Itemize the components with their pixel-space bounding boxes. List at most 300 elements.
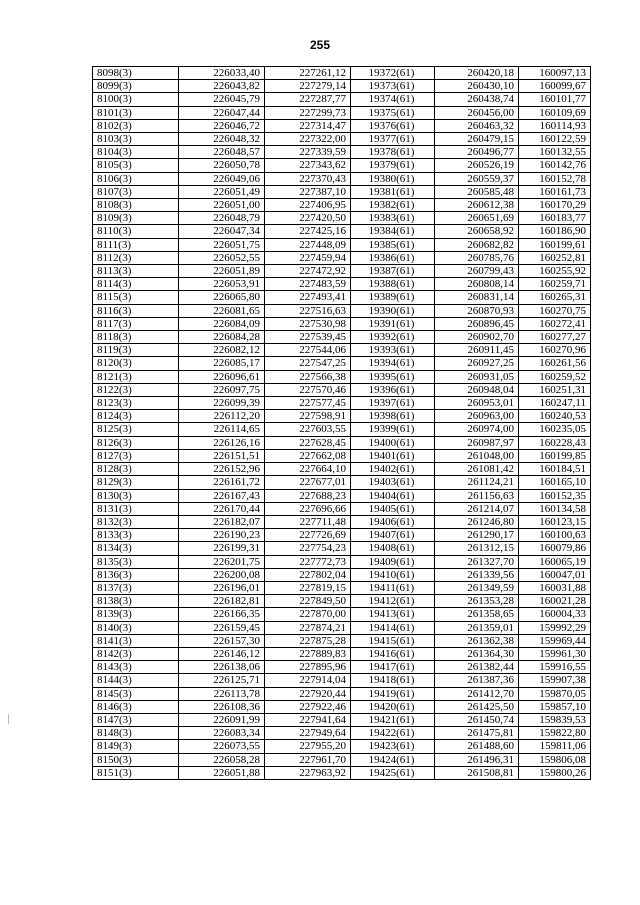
table-cell: 227870,00 (265, 608, 351, 621)
table-cell: 8136(3) (93, 568, 179, 581)
table-cell: 8149(3) (93, 740, 179, 753)
table-cell: 8129(3) (93, 476, 179, 489)
table-cell: 160109,69 (519, 106, 591, 119)
table-cell: 260420,18 (435, 67, 519, 80)
table-cell: 227598,91 (265, 410, 351, 423)
table-cell: 261246,80 (435, 515, 519, 528)
table-cell: 226084,09 (179, 317, 265, 330)
table-row (93, 476, 591, 489)
table-cell: 227711,48 (265, 515, 351, 528)
table-row (93, 581, 591, 594)
table-cell: 260479,15 (435, 133, 519, 146)
table-cell: 227459,94 (265, 251, 351, 264)
table-cell: 19424(61) (351, 753, 435, 766)
table-cell: 261425,50 (435, 700, 519, 713)
table-cell: 226083,34 (179, 727, 265, 740)
table-cell: 8110(3) (93, 225, 179, 238)
table-cell: 8150(3) (93, 753, 179, 766)
table-cell: 19419(61) (351, 687, 435, 700)
table-cell: 227889,83 (265, 647, 351, 660)
table-row (93, 647, 591, 660)
table-row (93, 700, 591, 713)
table-cell: 227483,59 (265, 278, 351, 291)
table-cell: 160161,73 (519, 185, 591, 198)
table-cell: 19407(61) (351, 529, 435, 542)
table-cell: 261349,59 (435, 581, 519, 594)
table-cell: 160142,76 (519, 159, 591, 172)
table-cell: 226159,45 (179, 621, 265, 634)
table-cell: 226051,49 (179, 185, 265, 198)
table-row (93, 106, 591, 119)
table-row (93, 410, 591, 423)
table-cell: 260612,38 (435, 199, 519, 212)
table-cell: 8119(3) (93, 344, 179, 357)
table-cell: 160272,41 (519, 317, 591, 330)
table-cell: 19416(61) (351, 647, 435, 660)
table-cell: 227819,15 (265, 581, 351, 594)
table-cell: 159969,44 (519, 634, 591, 647)
table-cell: 160228,43 (519, 436, 591, 449)
table-row (93, 727, 591, 740)
table-cell: 8141(3) (93, 634, 179, 647)
table-row (93, 159, 591, 172)
table-cell: 227849,50 (265, 595, 351, 608)
table-cell: 8117(3) (93, 317, 179, 330)
table-cell: 261362,38 (435, 634, 519, 647)
table-cell: 160251,31 (519, 383, 591, 396)
table-cell: 160259,52 (519, 370, 591, 383)
table-cell: 159961,30 (519, 647, 591, 660)
table-cell: 8131(3) (93, 502, 179, 515)
table-row (93, 93, 591, 106)
table-cell: 8125(3) (93, 423, 179, 436)
table-cell: 8109(3) (93, 212, 179, 225)
table-cell: 261048,00 (435, 449, 519, 462)
table-cell: 160199,61 (519, 238, 591, 251)
table-cell: 226170,44 (179, 502, 265, 515)
table-cell: 8099(3) (93, 80, 179, 93)
table-cell: 8133(3) (93, 529, 179, 542)
table-cell: 226182,07 (179, 515, 265, 528)
table-cell: 160170,29 (519, 199, 591, 212)
table-cell: 8146(3) (93, 700, 179, 713)
table-cell: 8118(3) (93, 331, 179, 344)
table-row (93, 291, 591, 304)
table-cell: 8132(3) (93, 515, 179, 528)
table-cell: 227772,73 (265, 555, 351, 568)
table-cell: 19421(61) (351, 713, 435, 726)
table-cell: 226048,57 (179, 146, 265, 159)
table-row (93, 713, 591, 726)
table-row (93, 515, 591, 528)
table-cell: 160122,59 (519, 133, 591, 146)
table-cell: 160101,77 (519, 93, 591, 106)
table-cell: 8103(3) (93, 133, 179, 146)
table-cell: 260463,32 (435, 119, 519, 132)
table-cell: 261475,81 (435, 727, 519, 740)
table-cell: 227922,46 (265, 700, 351, 713)
table-cell: 8104(3) (93, 146, 179, 159)
table-cell: 8114(3) (93, 278, 179, 291)
table-row (93, 568, 591, 581)
table-cell: 226166,35 (179, 608, 265, 621)
table-cell: 226085,17 (179, 357, 265, 370)
table-cell: 226196,01 (179, 581, 265, 594)
table-cell: 159857,10 (519, 700, 591, 713)
table-row (93, 383, 591, 396)
coordinates-table-body (93, 67, 591, 780)
table-cell: 227547,25 (265, 357, 351, 370)
table-cell: 227688,23 (265, 489, 351, 502)
table-cell: 19380(61) (351, 172, 435, 185)
table-cell: 260931,05 (435, 370, 519, 383)
table-cell: 8124(3) (93, 410, 179, 423)
table-cell: 8148(3) (93, 727, 179, 740)
table-cell: 260870,93 (435, 304, 519, 317)
table-row (93, 265, 591, 278)
table-row (93, 463, 591, 476)
table-cell: 159800,26 (519, 766, 591, 779)
table-cell: 227802,04 (265, 568, 351, 581)
table-row (93, 423, 591, 436)
table-cell: 226045,79 (179, 93, 265, 106)
table-cell: 260559,37 (435, 172, 519, 185)
table-cell: 160259,71 (519, 278, 591, 291)
table-row (93, 634, 591, 647)
table-cell: 8144(3) (93, 674, 179, 687)
table-row (93, 357, 591, 370)
table-cell: 159822,80 (519, 727, 591, 740)
table-cell: 260430,10 (435, 80, 519, 93)
table-cell: 19414(61) (351, 621, 435, 634)
table-cell: 160134,58 (519, 502, 591, 515)
table-cell: 19387(61) (351, 265, 435, 278)
table-cell: 260785,76 (435, 251, 519, 264)
table-cell: 8128(3) (93, 463, 179, 476)
table-cell: 19411(61) (351, 581, 435, 594)
table-cell: 226081,65 (179, 304, 265, 317)
table-cell: 160186,90 (519, 225, 591, 238)
table-row (93, 502, 591, 515)
table-cell: 160079,86 (519, 542, 591, 555)
table-cell: 226091,99 (179, 713, 265, 726)
table-cell: 19392(61) (351, 331, 435, 344)
table-row (93, 753, 591, 766)
table-cell: 8134(3) (93, 542, 179, 555)
table-cell: 261124,21 (435, 476, 519, 489)
table-cell: 19378(61) (351, 146, 435, 159)
table-row (93, 185, 591, 198)
table-cell: 227577,45 (265, 397, 351, 410)
table-cell: 19396(61) (351, 383, 435, 396)
table-cell: 160065,19 (519, 555, 591, 568)
table-row (93, 436, 591, 449)
table-cell: 19389(61) (351, 291, 435, 304)
table-row (93, 238, 591, 251)
table-cell: 19379(61) (351, 159, 435, 172)
table-cell: 226047,34 (179, 225, 265, 238)
table-cell: 260808,14 (435, 278, 519, 291)
table-cell: 226052,55 (179, 251, 265, 264)
table-cell: 227662,08 (265, 449, 351, 462)
table-cell: 260911,45 (435, 344, 519, 357)
table-cell: 19381(61) (351, 185, 435, 198)
table-row (93, 80, 591, 93)
table-cell: 227875,28 (265, 634, 351, 647)
table-cell: 226046,72 (179, 119, 265, 132)
table-cell: 226113,78 (179, 687, 265, 700)
table-row (93, 595, 591, 608)
table-cell: 226167,43 (179, 489, 265, 502)
table-cell: 159811,06 (519, 740, 591, 753)
table-cell: 227566,38 (265, 370, 351, 383)
table-cell: 8115(3) (93, 291, 179, 304)
table-cell: 226082,12 (179, 344, 265, 357)
table-cell: 19372(61) (351, 67, 435, 80)
table-cell: 226084,28 (179, 331, 265, 344)
table-cell: 227874,21 (265, 621, 351, 634)
table-cell: 227955,20 (265, 740, 351, 753)
table-cell: 261156,63 (435, 489, 519, 502)
table-cell: 8120(3) (93, 357, 179, 370)
table-cell: 160132,55 (519, 146, 591, 159)
table-cell: 227299,73 (265, 106, 351, 119)
table-cell: 19406(61) (351, 515, 435, 528)
table-cell: 19377(61) (351, 133, 435, 146)
table-cell: 227406,95 (265, 199, 351, 212)
table-cell: 19400(61) (351, 436, 435, 449)
table-cell: 261412,70 (435, 687, 519, 700)
table-cell: 260987,97 (435, 436, 519, 449)
table-cell: 227472,92 (265, 265, 351, 278)
table-cell: 261450,74 (435, 713, 519, 726)
table-cell: 260896,45 (435, 317, 519, 330)
table-cell: 261508,81 (435, 766, 519, 779)
table-cell: 19397(61) (351, 397, 435, 410)
table-cell: 8147(3) (93, 713, 179, 726)
table-row (93, 133, 591, 146)
table-cell: 226051,00 (179, 199, 265, 212)
table-cell: 260438,74 (435, 93, 519, 106)
table-cell: 261488,60 (435, 740, 519, 753)
table-cell: 226201,75 (179, 555, 265, 568)
table-cell: 226051,75 (179, 238, 265, 251)
table-cell: 160114,93 (519, 119, 591, 132)
table-cell: 227895,96 (265, 661, 351, 674)
table-cell: 19395(61) (351, 370, 435, 383)
table-cell: 160255,92 (519, 265, 591, 278)
table-cell: 226065,80 (179, 291, 265, 304)
table-cell: 8138(3) (93, 595, 179, 608)
table-cell: 19376(61) (351, 119, 435, 132)
table-cell: 19373(61) (351, 80, 435, 93)
table-cell: 8123(3) (93, 397, 179, 410)
table-cell: 226190,23 (179, 529, 265, 542)
table-cell: 226146,12 (179, 647, 265, 660)
table-cell: 261382,44 (435, 661, 519, 674)
table-cell: 19410(61) (351, 568, 435, 581)
table-cell: 261081,42 (435, 463, 519, 476)
table-row (93, 370, 591, 383)
table-cell: 8127(3) (93, 449, 179, 462)
table-cell: 160099,67 (519, 80, 591, 93)
table-cell: 8111(3) (93, 238, 179, 251)
table-cell: 227726,69 (265, 529, 351, 542)
table-cell: 160165,10 (519, 476, 591, 489)
table-cell: 160004,33 (519, 608, 591, 621)
table-cell: 227696,66 (265, 502, 351, 515)
table-cell: 260682,82 (435, 238, 519, 251)
table-cell: 260927,25 (435, 357, 519, 370)
table-cell: 226043,82 (179, 80, 265, 93)
table-cell: 8137(3) (93, 581, 179, 594)
table-cell: 226151,51 (179, 449, 265, 462)
table-row (93, 529, 591, 542)
table-row (93, 225, 591, 238)
table-cell: 227339,59 (265, 146, 351, 159)
table-cell: 227493,41 (265, 291, 351, 304)
table-cell: 19415(61) (351, 634, 435, 647)
table-row (93, 740, 591, 753)
table-row (93, 608, 591, 621)
table-cell: 160152,35 (519, 489, 591, 502)
table-cell: 159916,55 (519, 661, 591, 674)
table-cell: 226200,08 (179, 568, 265, 581)
table-cell: 227949,64 (265, 727, 351, 740)
table-cell: 261358,65 (435, 608, 519, 621)
table-cell: 227425,16 (265, 225, 351, 238)
table-cell: 261353,28 (435, 595, 519, 608)
table-cell: 159907,38 (519, 674, 591, 687)
page-number: 255 (309, 38, 331, 52)
table-cell: 227941,64 (265, 713, 351, 726)
table-cell: 226126,16 (179, 436, 265, 449)
table-cell: 8140(3) (93, 621, 179, 634)
table-cell: 160252,81 (519, 251, 591, 264)
table-cell: 227279,14 (265, 80, 351, 93)
table-cell: 19393(61) (351, 344, 435, 357)
table-row (93, 489, 591, 502)
table-row (93, 661, 591, 674)
table-cell: 19398(61) (351, 410, 435, 423)
table-cell: 19405(61) (351, 502, 435, 515)
table-cell: 160047,01 (519, 568, 591, 581)
table-cell: 160031,88 (519, 581, 591, 594)
table-cell: 19401(61) (351, 449, 435, 462)
table-cell: 160097,13 (519, 67, 591, 80)
table-cell: 160277,27 (519, 331, 591, 344)
table-cell: 226049,06 (179, 172, 265, 185)
table-cell: 8106(3) (93, 172, 179, 185)
table-cell: 227544,06 (265, 344, 351, 357)
table-cell: 260651,69 (435, 212, 519, 225)
table-cell: 260902,70 (435, 331, 519, 344)
table-row (93, 766, 591, 779)
table-cell: 19382(61) (351, 199, 435, 212)
table-cell: 226152,96 (179, 463, 265, 476)
table-row (93, 146, 591, 159)
table-cell: 226048,32 (179, 133, 265, 146)
table-cell: 261327,70 (435, 555, 519, 568)
table-cell: 19403(61) (351, 476, 435, 489)
table-cell: 8143(3) (93, 661, 179, 674)
table-cell: 260831,14 (435, 291, 519, 304)
table-cell: 226047,44 (179, 106, 265, 119)
table-row (93, 449, 591, 462)
table-cell: 160270,75 (519, 304, 591, 317)
table-cell: 226097,75 (179, 383, 265, 396)
table-cell: 226051,88 (179, 766, 265, 779)
table-cell: 8121(3) (93, 370, 179, 383)
table-cell: 260948,04 (435, 383, 519, 396)
table-cell: 160100,63 (519, 529, 591, 542)
table-cell: 8098(3) (93, 67, 179, 80)
table-cell: 8145(3) (93, 687, 179, 700)
table-cell: 226125,71 (179, 674, 265, 687)
table-cell: 8130(3) (93, 489, 179, 502)
table-cell: 8113(3) (93, 265, 179, 278)
table-cell: 226058,28 (179, 753, 265, 766)
table-row (93, 331, 591, 344)
table-row (93, 172, 591, 185)
table-cell: 226099,39 (179, 397, 265, 410)
table-cell: 227664,10 (265, 463, 351, 476)
table-cell: 8139(3) (93, 608, 179, 621)
table-cell: 160199,85 (519, 449, 591, 462)
table-cell: 261312,15 (435, 542, 519, 555)
table-row (93, 621, 591, 634)
table-cell: 8142(3) (93, 647, 179, 660)
table-cell: 160240,53 (519, 410, 591, 423)
table-cell: 160021,28 (519, 595, 591, 608)
table-cell: 226182,81 (179, 595, 265, 608)
table-row (93, 542, 591, 555)
table-cell: 261364,30 (435, 647, 519, 660)
table-row (93, 344, 591, 357)
table-cell: 227448,09 (265, 238, 351, 251)
table-row (93, 687, 591, 700)
table-cell: 19422(61) (351, 727, 435, 740)
table-cell: 226161,72 (179, 476, 265, 489)
table-row (93, 251, 591, 264)
table-cell: 19391(61) (351, 317, 435, 330)
table-cell: 227570,46 (265, 383, 351, 396)
table-cell: 159839,53 (519, 713, 591, 726)
table-cell: 227343,62 (265, 159, 351, 172)
table-cell: 19425(61) (351, 766, 435, 779)
table-cell: 227370,43 (265, 172, 351, 185)
table-cell: 19374(61) (351, 93, 435, 106)
table-cell: 8100(3) (93, 93, 179, 106)
table-cell: 227314,47 (265, 119, 351, 132)
table-cell: 8101(3) (93, 106, 179, 119)
table-cell: 227322,00 (265, 133, 351, 146)
table-row (93, 212, 591, 225)
table-cell: 8105(3) (93, 159, 179, 172)
table-cell: 19409(61) (351, 555, 435, 568)
table-cell: 19385(61) (351, 238, 435, 251)
table-cell: 19375(61) (351, 106, 435, 119)
table-cell: 261496,31 (435, 753, 519, 766)
table-row (93, 119, 591, 132)
table-cell: 226157,30 (179, 634, 265, 647)
table-cell: 260799,43 (435, 265, 519, 278)
table-cell: 261214,07 (435, 502, 519, 515)
table-cell: 160184,51 (519, 463, 591, 476)
table-cell: 19402(61) (351, 463, 435, 476)
table-cell: 226096,61 (179, 370, 265, 383)
table-cell: 226050,78 (179, 159, 265, 172)
